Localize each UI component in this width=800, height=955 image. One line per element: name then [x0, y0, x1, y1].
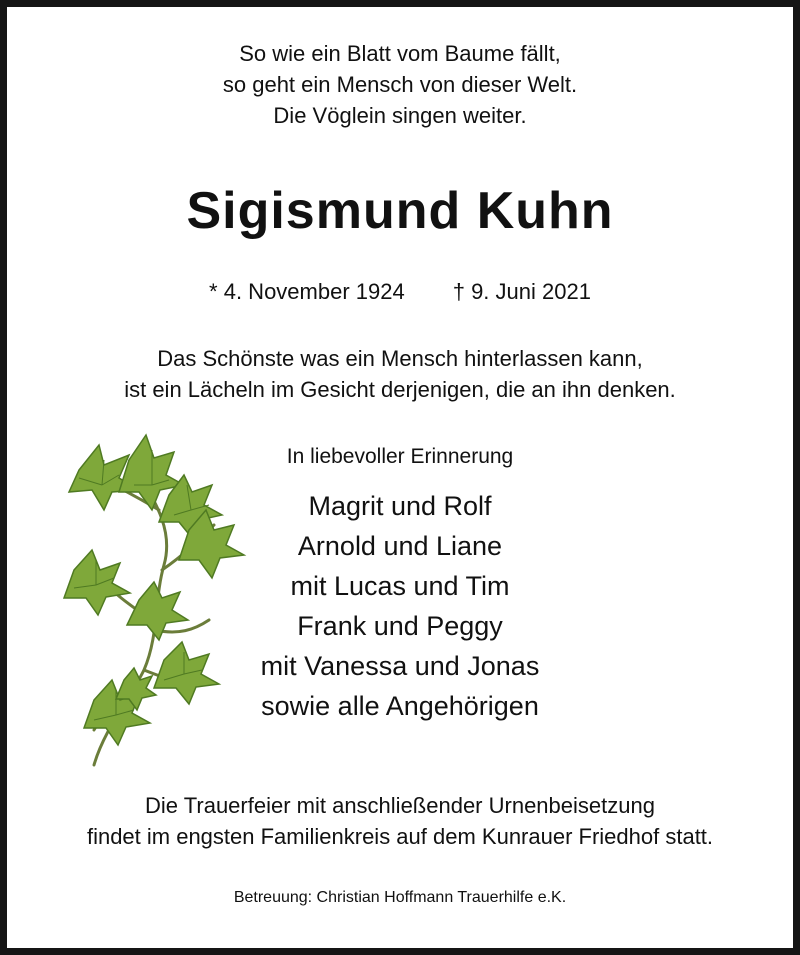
memory-line: In liebevoller Erinnerung	[286, 445, 514, 468]
quote-line: Das Schönste was ein Mensch hinterlassen kann,	[157, 346, 643, 371]
memorial-quote	[0, 343, 800, 405]
family-member: sowie alle Angehörigen	[261, 691, 539, 721]
verse-line: So wie ein Blatt vom Baume fällt,	[239, 41, 561, 66]
family-member: mit Lucas und Tim	[290, 571, 510, 601]
death-date: † 9. Juni 2021	[452, 279, 591, 304]
family-list	[140, 486, 660, 726]
funeral-service-credit: Betreuung: Christian Hoffmann Trauerhilfe e.K.	[233, 889, 567, 906]
ceremony-line: findet im engsten Familienkreis auf dem Kunrauer Friedhof statt.	[86, 824, 714, 849]
verse-line: Die Vöglein singen weiter.	[273, 103, 527, 128]
ceremony-line: Die Trauerfeier mit anschließender Urnenbeisetzung	[145, 793, 655, 818]
family-member: Frank und Peggy	[297, 611, 503, 641]
family-member: mit Vanessa und Jonas	[260, 651, 540, 681]
ceremony-notice	[0, 790, 800, 852]
life-dates	[0, 278, 800, 306]
birth-date: * 4. November 1924	[209, 279, 405, 304]
family-member: Arnold und Liane	[297, 531, 503, 561]
family-member: Magrit und Rolf	[308, 491, 492, 521]
opening-verse	[0, 38, 800, 131]
deceased-name: Sigismund Kuhn	[186, 182, 614, 240]
verse-line: so geht ein Mensch von dieser Welt.	[222, 72, 578, 97]
quote-line: ist ein Lächeln im Gesicht derjenigen, die an ihn denken.	[124, 377, 676, 402]
